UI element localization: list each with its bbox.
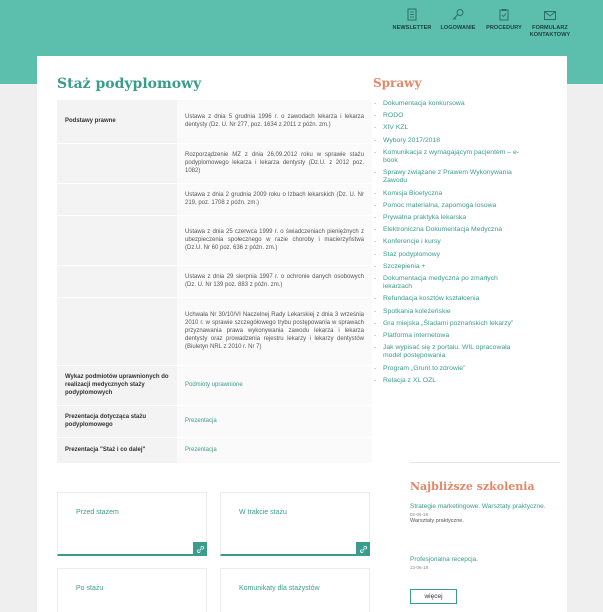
tile-intern-announcements[interactable] xyxy=(220,568,370,612)
tile-label: Po stażu xyxy=(76,585,104,592)
row-key xyxy=(57,265,177,297)
table-row xyxy=(57,183,372,215)
sidebar-item[interactable]: - Platforma internetowa xyxy=(373,332,523,340)
sidebar-item[interactable]: - Refundacja kosztów kształcenia xyxy=(373,295,523,303)
table-row xyxy=(57,143,372,183)
table-row xyxy=(57,365,372,405)
sidebar-divider xyxy=(410,462,560,463)
requirements-table xyxy=(57,100,372,464)
row-value: Ustawa z dnia 25 czerwca 1999 r. o świadczeniach pieniężnych z ubezpieczenia społecznego w razie choroby i macierzyństwa (Dz.U. Nr 60 poz. 636 z późn. zm.) xyxy=(177,215,372,265)
sidebar xyxy=(373,76,523,389)
table-row xyxy=(57,405,372,437)
top-navigation xyxy=(389,8,573,39)
sidebar-item[interactable]: - Prywatna praktyka lekarska xyxy=(373,214,523,222)
sidebar-item[interactable]: - Pomoc materialna, zapomoga losowa xyxy=(373,202,523,210)
sidebar-title: Sprawy xyxy=(373,76,422,90)
row-value: Rozporządzenie MZ z dnia 26.09.2012 roku w sprawie stażu podyplomowego lekarza i lekarza dentysty (Dz.U. z 2012 poz. 1082) xyxy=(177,143,372,183)
row-value: Uchwała Nr 30/10/VI Naczelnej Rady Lekarskiej z dnia 3 września 2010 r. w sprawie szczegółowego trybu postępowania w sprawach przyznawania prawa wykonywania zawodu lekarza i lekarza dentysty oraz prowadzenia rejestru lekarzy i lekarzy dentystów (Biuletyn NRL z 2010 r. Nr 7) xyxy=(177,297,372,365)
sidebar-item[interactable]: - Staż podyplomowy xyxy=(373,251,523,259)
sidebar-item[interactable]: - Komunikacja z wymagającym pacjentem – e-book xyxy=(373,149,523,165)
training-item xyxy=(410,556,560,570)
row-key: Prezentacja dotycząca stażu podyplomowego xyxy=(57,405,177,437)
sidebar-list xyxy=(373,100,523,385)
row-value: Ustawa z dnia 5 grudnia 1996 r. o zawodach lekarza i lekarza dentysty (Dz. U. Nr 277, poz. 1634 z 2011 z późn. zm.) xyxy=(177,100,372,143)
sidebar-item[interactable]: - Komisja Bioetyczna xyxy=(373,190,523,198)
training-link[interactable]: Strategie marketingowe. Warsztaty praktyczne. xyxy=(410,503,546,510)
table-row xyxy=(57,265,372,297)
row-key: Prezentacja "Staż i co dalej" xyxy=(57,437,177,463)
training-date: 13-06-18 xyxy=(410,565,429,570)
clipboard-icon xyxy=(497,8,511,22)
main-content xyxy=(57,76,372,592)
row-key xyxy=(57,143,177,183)
row-key xyxy=(57,297,177,365)
entities-link[interactable]: Podmioty uprawnione xyxy=(177,365,372,405)
document-icon xyxy=(405,8,419,22)
sidebar-item[interactable]: - Dokumentacja konkursowa xyxy=(373,100,523,108)
training-link[interactable]: Profesjonalna recepcja. xyxy=(410,556,478,563)
sidebar-item[interactable]: - Sprawy związane z Prawem Wykonywania Zawodu xyxy=(373,169,523,185)
table-row xyxy=(57,297,372,365)
nav-contact-form[interactable] xyxy=(527,8,573,39)
tile-label: Przed stażem xyxy=(76,509,119,516)
sidebar-item[interactable]: - Spotkania koleżeńskie xyxy=(373,308,523,316)
table-row xyxy=(57,100,372,143)
sidebar-item[interactable]: - Gra miejska „Śladami poznańskich lekarzy” xyxy=(373,320,523,328)
nav-newsletter-label: NEWSLETTER xyxy=(392,25,432,31)
nav-login[interactable] xyxy=(435,8,481,39)
mail-icon xyxy=(543,8,557,22)
sidebar-item[interactable]: - Szczepienia + xyxy=(373,263,523,271)
presentation-link[interactable]: Prezentacja xyxy=(177,405,372,437)
row-key: Wykaz podmiotów uprawnionych do realizacji medycznych staży podyplomowych xyxy=(57,365,177,405)
sidebar-item[interactable]: - Konferencje i kursy xyxy=(373,238,523,246)
row-key xyxy=(57,215,177,265)
tile-label: Komunikaty dla stażystów xyxy=(239,585,320,592)
nav-newsletter[interactable] xyxy=(389,8,435,39)
presentation-link[interactable]: Prezentacja xyxy=(177,437,372,463)
sidebar-item[interactable]: - RODO xyxy=(373,112,523,120)
page-title: Staż podyplomowy xyxy=(57,76,202,92)
row-value: Ustawa z dnia 29 sierpnia 1997 r. o ochronie danych osobowych (Dz. U. Nr 139 poz. 883 z późn. zm.) xyxy=(177,265,372,297)
sidebar-item[interactable]: - Jak wypisać się z portalu. WIL opracowała model postępowania xyxy=(373,344,523,360)
row-key xyxy=(57,183,177,215)
training-date: 02-06-18 xyxy=(410,512,429,517)
sidebar-item[interactable]: - XIV KZL xyxy=(373,124,523,132)
training-item xyxy=(410,503,560,524)
nav-procedures-label: PROCEDURY xyxy=(486,25,522,31)
tile-label: W trakcie stażu xyxy=(239,509,287,516)
row-key: Podstawy prawne xyxy=(57,100,177,143)
nav-procedures[interactable] xyxy=(481,8,527,39)
sidebar-item[interactable]: - Relacja z XL OZL xyxy=(373,377,523,385)
training-desc: Warsztaty praktyczne. xyxy=(410,518,464,524)
link-icon xyxy=(356,542,370,556)
nav-contact-form-label: FORMULARZ KONTAKTOWY xyxy=(529,25,571,38)
sidebar-item[interactable]: - Dokumentacja medyczna po zmarłych lekarzach xyxy=(373,275,523,291)
sidebar-item[interactable]: - Elektroniczna Dokumentacja Medyczna xyxy=(373,226,523,234)
key-icon xyxy=(451,8,465,22)
nav-login-label: LOGOWANIE xyxy=(440,25,476,31)
table-row xyxy=(57,437,372,463)
trainings-title: Najbliższe szkolenia xyxy=(410,480,535,493)
tile-during-internship[interactable] xyxy=(220,492,370,556)
sidebar-item[interactable]: - Program „Grunt to zdrowie” xyxy=(373,365,523,373)
link-icon xyxy=(193,542,207,556)
table-row xyxy=(57,215,372,265)
tile-before-internship[interactable] xyxy=(57,492,207,556)
more-trainings-button[interactable]: więcej xyxy=(410,589,457,604)
row-value: Ustawa z dnia 2 grudnia 2009 roku o Izbach lekarskich (Dz. U. Nr 219, poz. 1708 z późn. zm.) xyxy=(177,183,372,215)
sidebar-item[interactable]: - Wybory 2017/2018 xyxy=(373,137,523,145)
tile-after-internship[interactable] xyxy=(57,568,207,612)
